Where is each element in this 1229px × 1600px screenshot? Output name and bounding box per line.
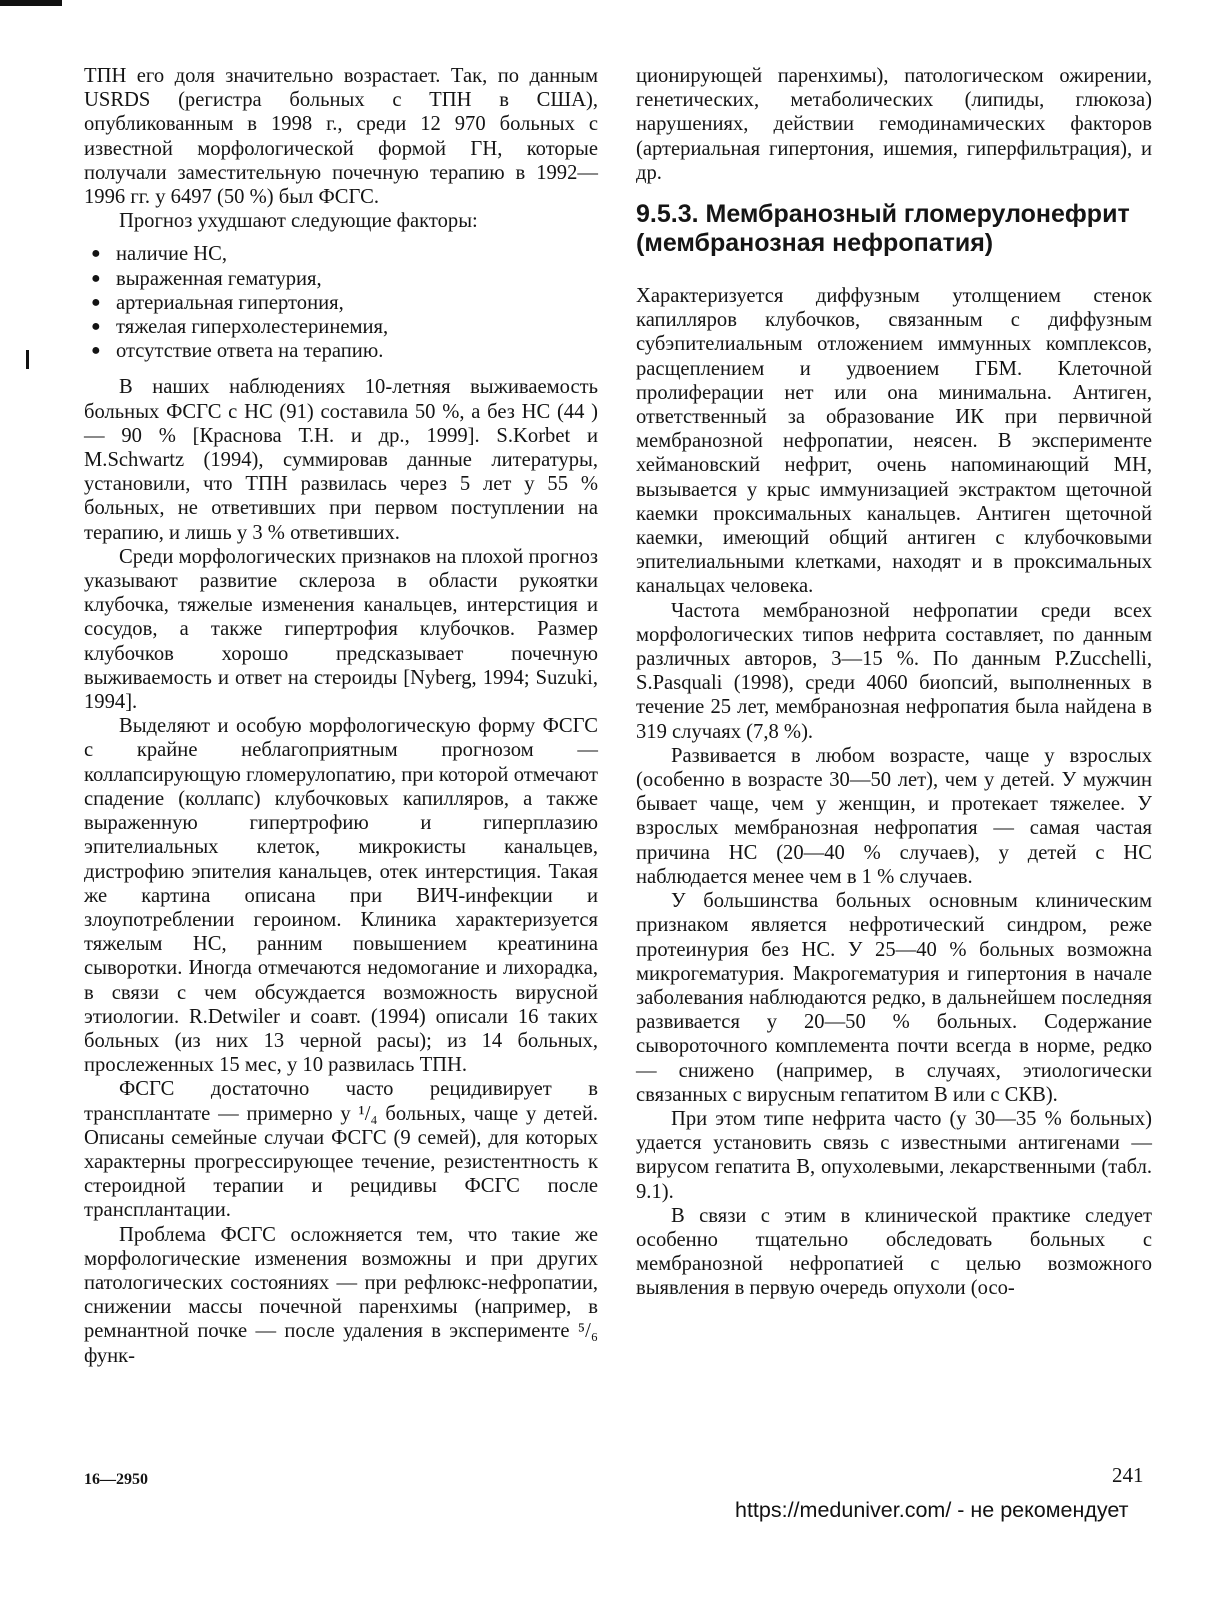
prognosis-factor-item <box>84 291 598 315</box>
membranous-frequency-paragraph: Частота мембранозной нефропатии среди всех морфологических типов нефрита составляет, по данным различных авторов, 3—15 %. По данным P.Zucchelli, S.Pasquali (1998), среди 4060 биопсий, выполненных в течение 25 лет, мембранозная нефропатия была найдена в 319 случаях (7,8 %). <box>636 599 1152 743</box>
prognosis-factor-item <box>84 242 598 266</box>
section-heading: 9.5.3. Мембранозный гломерулонефрит (мембранозная нефропатия) <box>636 200 1130 257</box>
signature-number: 16—2950 <box>84 1471 148 1488</box>
left-text-column <box>84 64 598 1368</box>
prognosis-factor-text: артериальная гипертония, <box>116 291 344 314</box>
bullet-icon: ● <box>91 342 101 360</box>
prognosis-factor-text: отсутствие ответа на терапию. <box>116 340 384 363</box>
prognosis-factor-text: тяжелая гиперхолестеринемия, <box>116 316 389 339</box>
antigen-association-paragraph: При этом типе нефрита часто (у 30—35 % больных) удается установить связь с известными антигенами — вирусом гепатита В, опухолевыми, лекарственными (табл. 9.1). <box>636 1107 1152 1203</box>
prognosis-factor-text: наличие НС, <box>116 243 228 266</box>
prognosis-factor-item <box>84 267 598 291</box>
fsgs-problem-paragraph: Проблема ФСГС осложняется тем, что такие же морфологические изменения возможны и при других патологических состояниях — при рефлюкс-нефропатии, снижении массы почечной паренхимы (например, в ремнантной почке — после удаления в эксперименте ⁵/₆ функ- <box>84 1223 598 1367</box>
scan-edge-mark <box>0 0 62 6</box>
left-paragraph-continued: ТПН его доля значительно возрастает. Так, по данным USRDS (регистра больных с ТПН в США), опубликованным в 1998 г., среди 12 970 больных с известной морфологической формой ГН, которые получали заместительную почечную терапию в 1992—1996 гг. у 6497 (50 %) был ФСГС. <box>84 65 598 209</box>
right-paragraph-continued: ционирующей паренхимы), патологическом ожирении, генетических, метаболических (липиды, глюкоза) нарушениях, действии гемодинамических факторов (артериальная гипертония, ишемия, гиперфильтрация), и др. <box>636 65 1152 184</box>
prognosis-factor-list <box>84 242 598 363</box>
membranous-definition-paragraph: Характеризуется диффузным утолщением стенок капилляров клубочков, связанным с диффузным субэпителиальным отложением иммунных комплексов, расщеплением и удвоением ГБМ. Клеточной пролиферации нет или она минимальна. Антиген, ответственный за образование ИК при первичной мембранозной нефропатии, неясен. В эксперименте хеймановский нефрит, очень напоминающий МН, вызывается у крыс иммунизацией экстрактом щеточной каемки проксимальных канальцев. Антиген щеточной каемки, имеющий общий антиген с клубочковыми эпителиальными клетками, находят и в проксимальных канальцах человека. <box>636 285 1152 598</box>
margin-tick-mark <box>26 350 29 369</box>
bullet-icon: ● <box>91 245 101 263</box>
collapsing-glomerulopathy-paragraph: Выделяют и особую морфологическую форму ФСГС с крайне неблагоприятным прогнозом — коллапсирующую гломерулопатию, при которой отмечают спадение (коллапс) клубочковых капилляров, а также выраженную гипертрофию и гиперплазию эпителиальных клеток, микрокисты канальцев, дистрофию эпителия канальцев, отек интерстиция. Такая же картина описана при ВИЧ-инфекции и злоупотреблении героином. Клиника характеризуется тяжелым НС, ранним повышением креатинина сыворотки. Иногда отмечаются недомогание и лихорадка, в связи с чем обсуждается возможность вирусной этиологии. R.Detwiler и соавт. (1994) описали 16 таких больных (из них 13 черной расы); из 14 больных, прослеженных 15 мес, у 10 развилась ТПН. <box>84 715 598 1077</box>
prognosis-factor-item <box>84 315 598 339</box>
watermark-text: https://meduniver.com/ - не рекомендует <box>735 1498 1129 1522</box>
prognosis-factor-item <box>84 339 598 363</box>
page-number: 241 <box>1112 1463 1144 1487</box>
clinical-practice-paragraph: В связи с этим в клинической практике следует особенно тщательно обследовать больных с мембранозной нефропатией с целью возможного выявления в первую очередь опухоли (осо- <box>636 1204 1152 1300</box>
prognosis-factors-intro: Прогноз ухудшают следующие факторы: <box>119 210 478 233</box>
survival-observations-paragraph: В наших наблюдениях 10-летняя выживаемость больных ФСГС с НС (91) составила 50 %, а без НС (44 ) — 90 % [Краснова Т.Н. и др., 1999]. S.Korbet и M.Schwartz (1994), суммировав данные литературы, установили, что ТПН развилась через 5 лет у 55 % больных, не ответивших при первом поступлении на терапию, и лишь у 3 % ответивших. <box>84 376 598 544</box>
transplant-recurrence-paragraph: ФСГС достаточно часто рецидивирует в трансплантате — примерно у ¹/₄ больных, чаще у детей. Описаны семейные случаи ФСГС (9 семей), для которых характерны прогрессирующее течение, резистентность к стероидной терапии и рецидивы ФСГС после трансплантации. <box>84 1078 598 1222</box>
morphology-prognosis-paragraph: Среди морфологических признаков на плохой прогноз указывают развитие склероза в области рукоятки клубочка, тяжелые изменения канальцев, интерстиция и сосудов, а также гипертрофия клубочков. Размер клубочков хорошо предсказывает почечную выживаемость и ответ на стероиды [Nyberg, 1994; Suzuki, 1994]. <box>84 545 598 714</box>
bullet-icon: ● <box>91 269 101 287</box>
age-sex-distribution-paragraph: Развивается в любом возрасте, чаще у взрослых (особенно в возрасте 30—50 лет), чем у детей. У мужчин бывает чаще, чем у женщин, и протекает тяжелее. У взрослых мембранозная нефропатия — самая частая причина НС (20—40 % случаев), у детей с НС наблюдается менее чем в 1 % случаев. <box>636 744 1152 888</box>
prognosis-factor-text: выраженная гематурия, <box>116 267 322 290</box>
bullet-icon: ● <box>91 293 101 311</box>
bullet-icon: ● <box>91 318 101 336</box>
clinical-signs-paragraph: У большинства больных основным клиническим признаком является нефротический синдром, реже протеинурия без НС. У 25—40 % больных возможна микрогематурия. Макрогематурия и гипертония в начале заболевания наблюдаются редко, в дальнейшем последняя развивается у 20—50 % больных. Содержание сывороточного комплемента почти всегда в норме, редко — снижено (например, в случаях, этиологически связанных с вирусным гепатитом В или с СКВ). <box>636 890 1152 1106</box>
right-text-column <box>636 64 1152 1301</box>
